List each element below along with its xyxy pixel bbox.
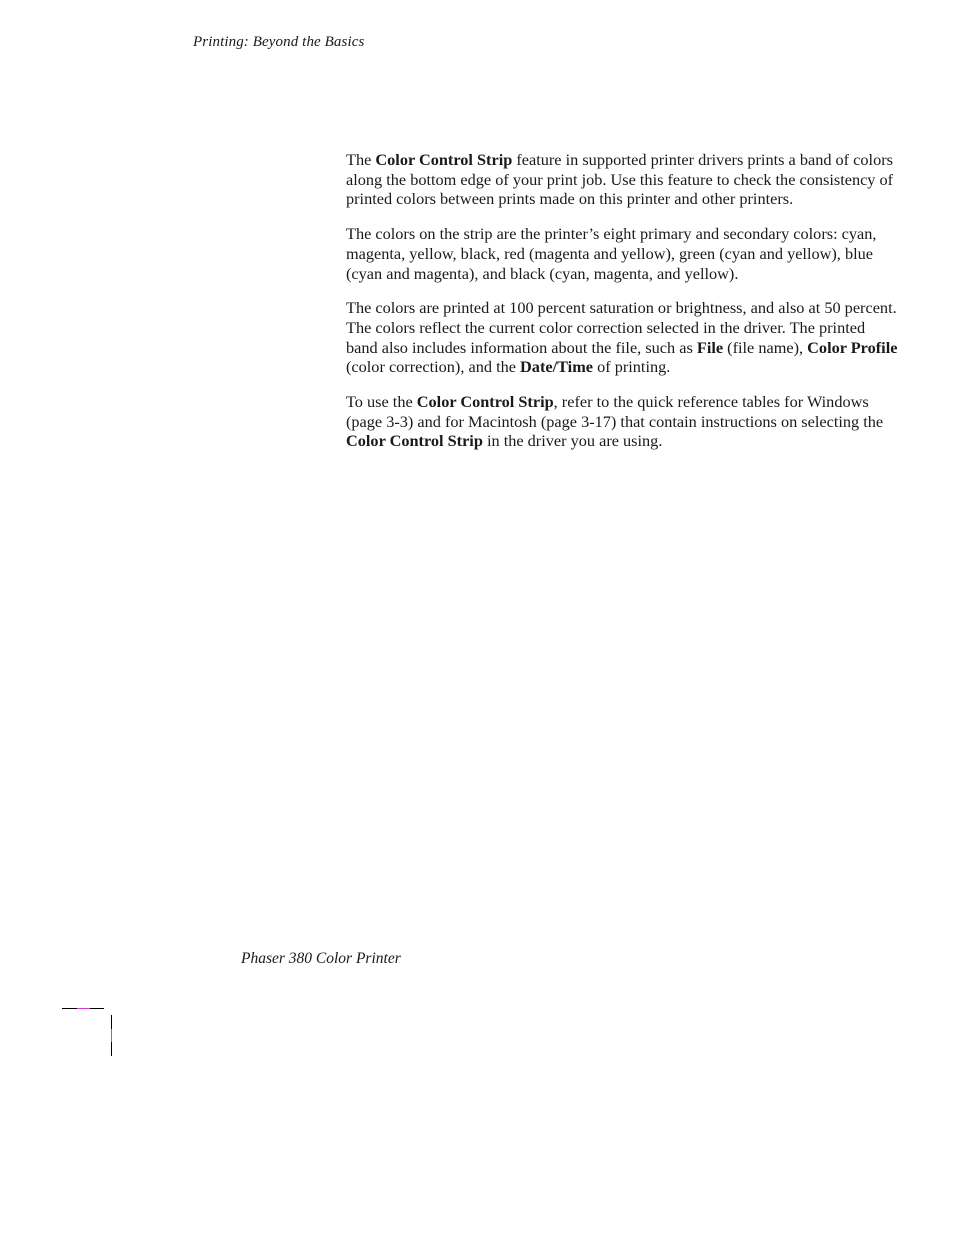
paragraph-color-control-strip-intro: The Color Control Strip feature in supported printer drivers prints a band of colors along the bottom edge of your print job. Use this feature to check the consistency of printed colors between prints made on this printer and other printers. [346,150,894,209]
crop-mark-line [111,1042,112,1056]
crop-mark-line [62,1008,77,1009]
paragraph-saturation-info: The colors are printed at 100 percent saturation or brightness, and also at 50 percent. The colors reflect the current color correction selected in the driver. The printed band also includes information about the file, such as File (file name), Color Profile (color correction), and the Date/Time of printing. [346,298,898,377]
crop-mark-line-accent [111,1029,112,1042]
body-text [346,150,898,466]
term-color-control-strip: Color Control Strip [416,392,554,412]
running-header: Printing: Beyond the Basics [193,34,365,50]
paragraph-usage-instructions: To use the Color Control Strip, refer to the quick reference tables for Windows (page 3-3) and for Macintosh (page 3-17) that contain instructions on selecting the Color Control Strip in the driver you are using. [346,392,884,451]
crop-mark-line [111,1015,112,1029]
term-file: File [696,337,724,357]
term-color-control-strip: Color Control Strip [375,150,513,169]
term-color-profile: Color Profile [807,337,898,357]
term-color-control-strip: Color Control Strip [346,431,483,451]
crop-mark-line-accent [77,1008,90,1009]
term-date-time: Date/Time [520,357,593,377]
paragraph-strip-colors: The colors on the strip are the printer’s eight primary and secondary colors: cyan, magenta, yellow, black, red (magenta and yellow), green (cyan and yellow), blue (cyan and magenta), and black (cyan, magenta, and yellow). [346,224,877,283]
running-footer: Phaser 380 Color Printer [241,950,401,967]
crop-mark-line [90,1008,104,1009]
